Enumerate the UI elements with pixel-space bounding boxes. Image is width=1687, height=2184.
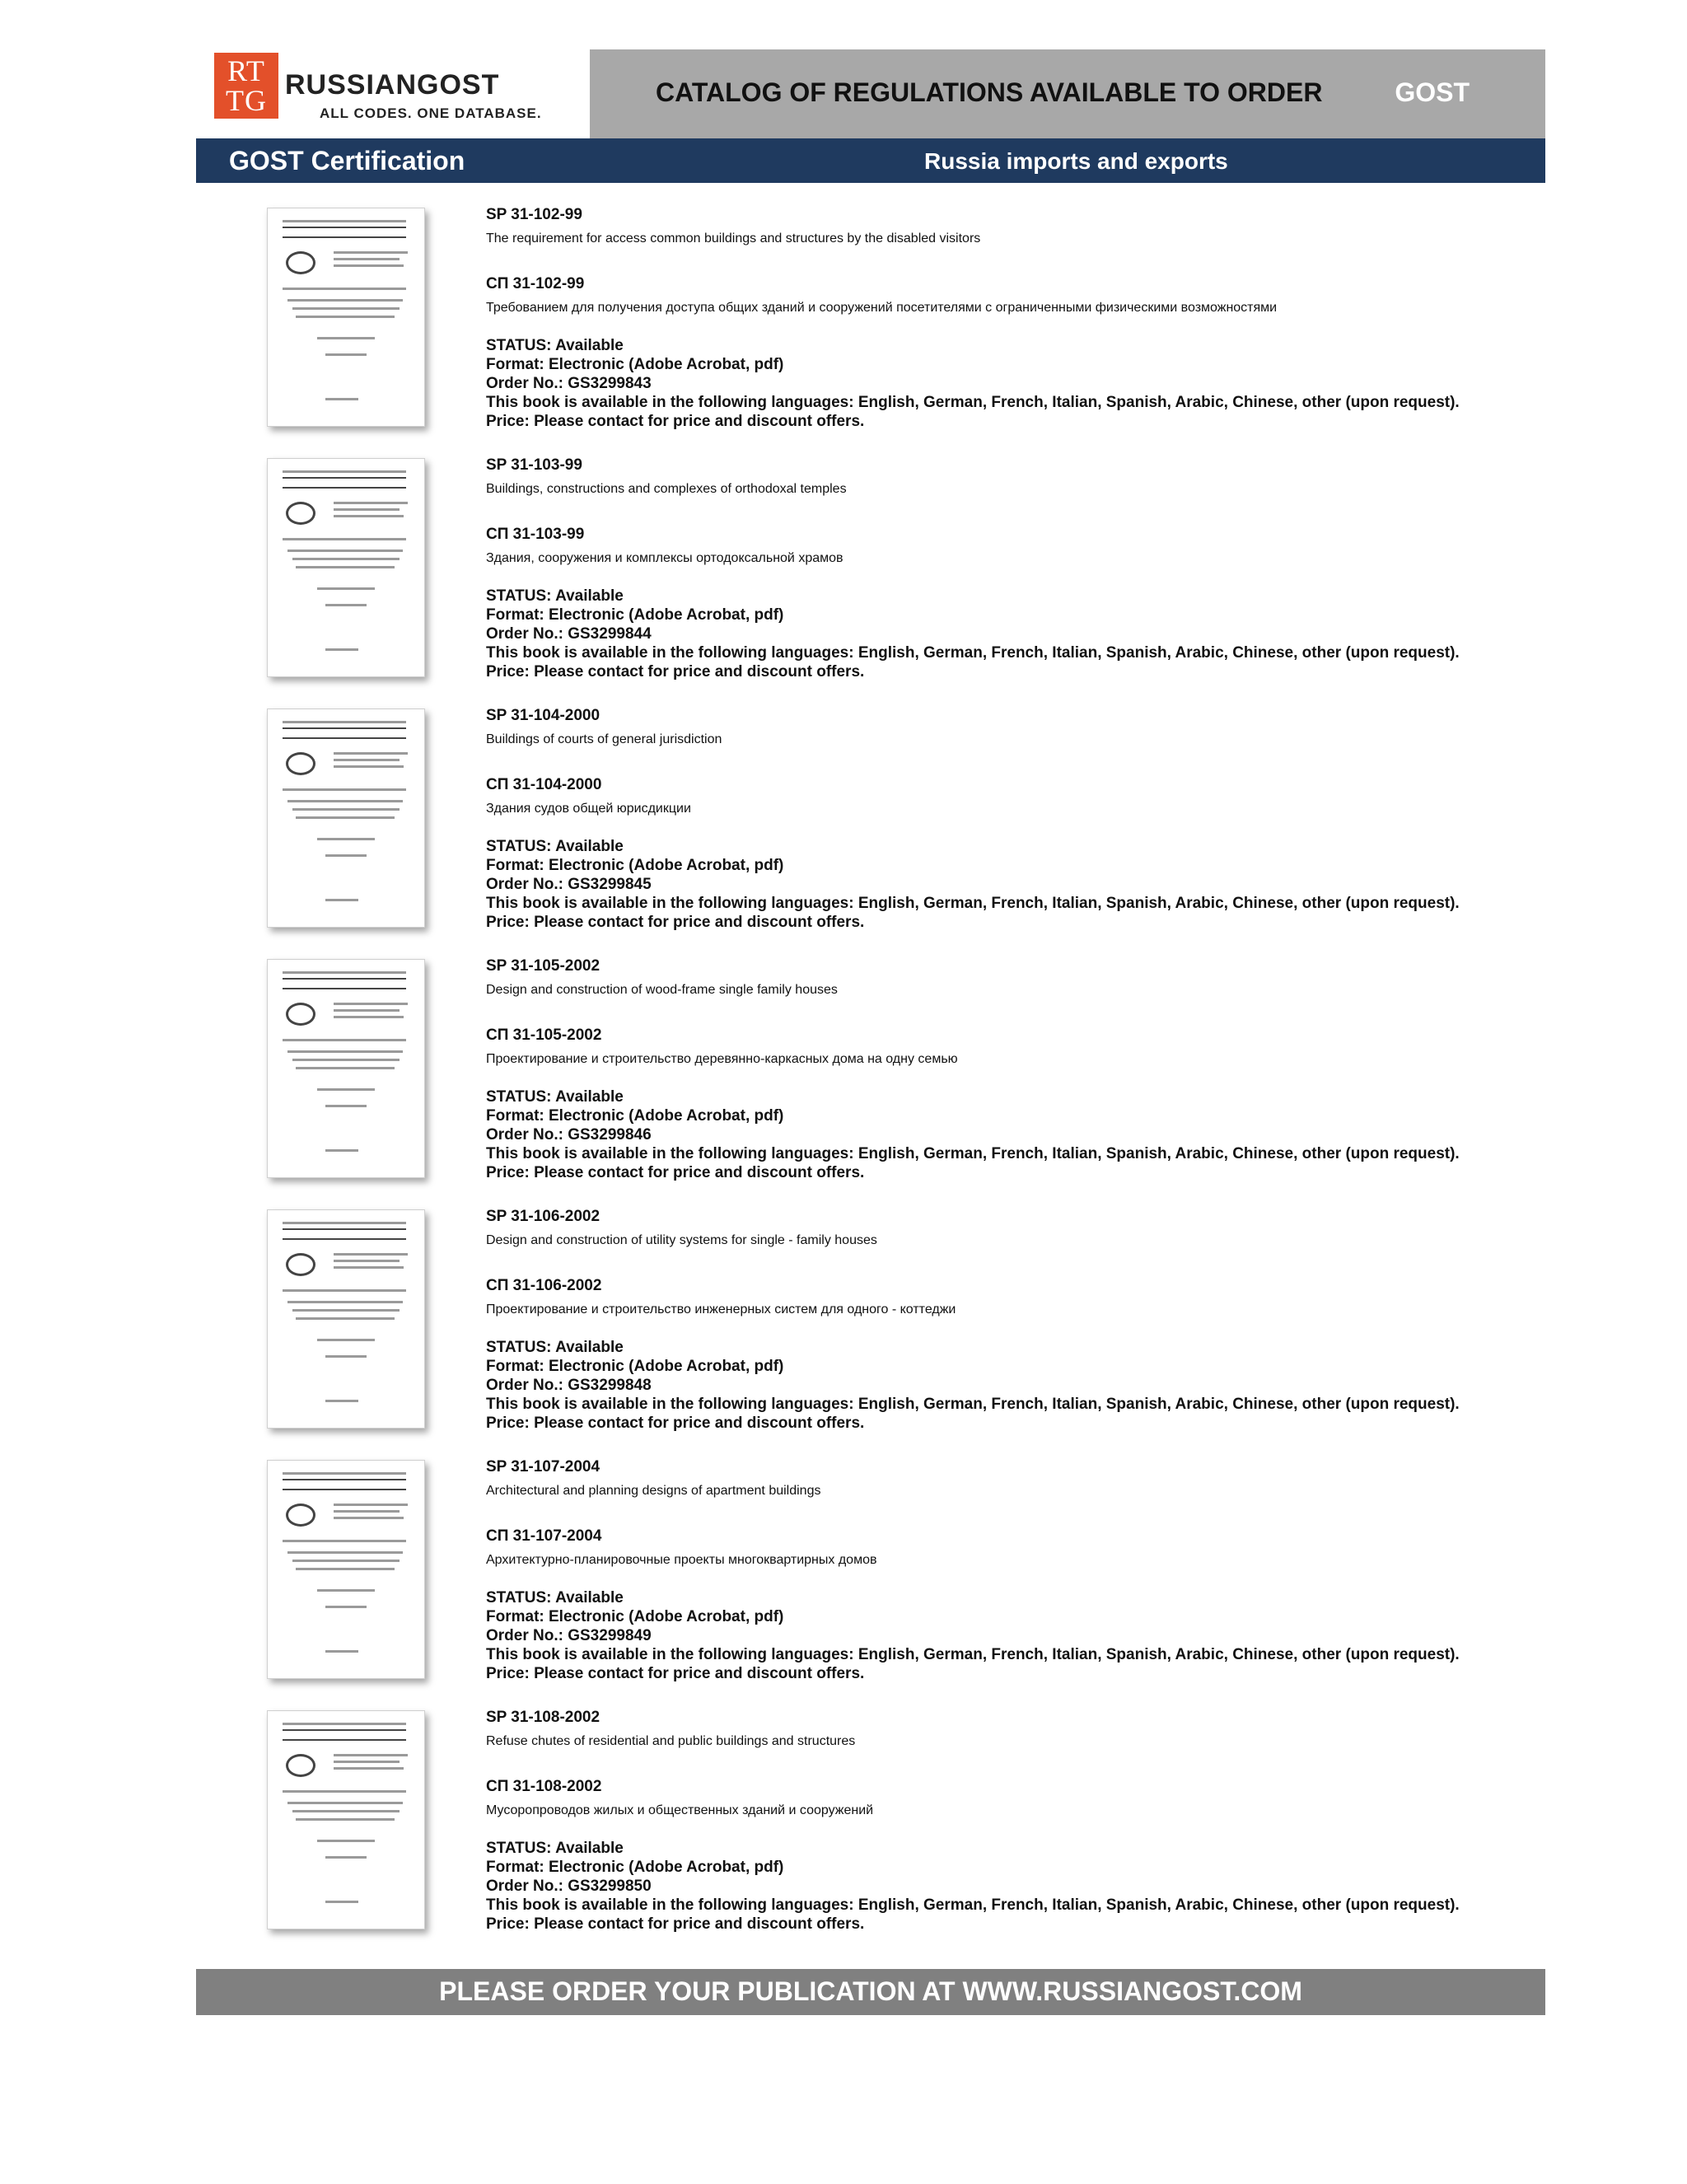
thumbnail-line <box>283 988 406 989</box>
catalog-entry <box>196 1457 1545 1707</box>
code-ru[interactable]: СП 31-103-99 <box>486 526 585 543</box>
languages: This book is available in the following languages: English, German, French, Italian, Spanish, Arabic, Chinese, other (upon request). <box>486 1896 1460 1914</box>
thumbnail-line <box>325 854 367 857</box>
gost-emblem-icon <box>286 1754 315 1777</box>
thumbnail-line <box>287 1802 403 1804</box>
title-en: Design and construction of utility systems for single - family houses <box>486 1233 877 1247</box>
thumbnail-line <box>334 759 400 761</box>
format: Format: Electronic (Adobe Acrobat, pdf) <box>486 1358 784 1375</box>
gost-emblem-icon <box>286 502 315 525</box>
title-en: Design and construction of wood-frame single family houses <box>486 983 838 997</box>
banner-bar <box>196 138 1545 183</box>
gost-emblem-icon <box>286 1003 315 1026</box>
status: STATUS: Available <box>486 587 624 605</box>
logo[interactable] <box>196 49 590 138</box>
document-thumbnail[interactable] <box>267 959 425 1178</box>
code-en[interactable]: SP 31-105-2002 <box>486 957 600 975</box>
thumbnail-line <box>292 1059 400 1061</box>
entry-list <box>196 204 1545 1957</box>
thumbnail-line <box>317 1339 375 1341</box>
thumbnail-line <box>334 1510 400 1513</box>
order-number: Order No.: GS3299843 <box>486 375 652 392</box>
thumbnail-line <box>292 307 400 310</box>
gost-label: GOST <box>1395 77 1470 107</box>
order-number: Order No.: GS3299850 <box>486 1878 652 1895</box>
thumbnail-line <box>292 808 400 811</box>
code-en[interactable]: SP 31-104-2000 <box>486 707 600 724</box>
title-bar <box>590 49 1545 138</box>
thumbnail-line <box>283 538 406 540</box>
thumbnail-line <box>296 1568 395 1570</box>
thumbnail-line <box>283 1479 406 1480</box>
languages: This book is available in the following languages: English, German, French, Italian, Spanish, Arabic, Chinese, other (upon request). <box>486 394 1460 411</box>
thumbnail-line <box>283 1723 406 1725</box>
thumbnail-line <box>287 299 403 302</box>
logo-tagline: ALL CODES. ONE DATABASE. <box>320 105 542 121</box>
catalog-entry <box>196 956 1545 1206</box>
imports-exports-label: Russia imports and exports <box>924 148 1228 174</box>
document-thumbnail[interactable] <box>267 208 425 427</box>
thumbnail-line <box>325 1400 358 1402</box>
gost-emblem-icon <box>286 1253 315 1276</box>
document-thumbnail[interactable] <box>267 1710 425 1929</box>
order-number: Order No.: GS3299845 <box>486 876 652 893</box>
code-en[interactable]: SP 31-108-2002 <box>486 1709 600 1726</box>
thumbnail-line <box>317 1589 375 1592</box>
languages: This book is available in the following languages: English, German, French, Italian, Spanish, Arabic, Chinese, other (upon request). <box>486 1396 1460 1413</box>
thumbnail-line <box>325 1901 358 1903</box>
thumbnail-line <box>325 604 367 606</box>
code-ru[interactable]: СП 31-102-99 <box>486 275 585 292</box>
format: Format: Electronic (Adobe Acrobat, pdf) <box>486 1107 784 1125</box>
thumbnail-line <box>296 566 395 568</box>
entry-info <box>486 204 1540 431</box>
thumbnail-line <box>292 558 400 560</box>
status: STATUS: Available <box>486 337 624 354</box>
thumbnail-line <box>283 1489 406 1490</box>
thumbnail-line <box>334 1754 408 1756</box>
languages: This book is available in the following languages: English, German, French, Italian, Spanish, Arabic, Chinese, other (upon request). <box>486 895 1460 912</box>
thumbnail-line <box>325 1105 367 1107</box>
code-ru[interactable]: СП 31-108-2002 <box>486 1778 602 1795</box>
thumbnail-line <box>317 1088 375 1091</box>
document-thumbnail[interactable] <box>267 458 425 677</box>
languages: This book is available in the following languages: English, German, French, Italian, Spanish, Arabic, Chinese, other (upon request). <box>486 644 1460 662</box>
thumbnail-line <box>296 1317 395 1320</box>
thumbnail-line <box>334 508 400 511</box>
thumbnail-line <box>334 1761 400 1763</box>
thumbnail-line <box>283 1729 406 1731</box>
thumbnail-line <box>283 1739 406 1741</box>
title-en: Architectural and planning designs of apartment buildings <box>486 1484 821 1498</box>
thumbnail-line <box>317 838 375 840</box>
thumbnail-line <box>296 316 395 318</box>
thumbnail-line <box>325 1355 367 1358</box>
code-en[interactable]: SP 31-107-2004 <box>486 1458 600 1475</box>
thumbnail-line <box>334 264 404 267</box>
thumbnail-line <box>334 502 408 504</box>
price: Price: Please contact for price and discount offers. <box>486 1915 865 1933</box>
title-ru: Мусоропроводов жилых и общественных зданий и сооружений <box>486 1803 874 1817</box>
thumbnail-line <box>325 1856 367 1859</box>
thumbnail-line <box>283 236 406 238</box>
code-ru[interactable]: СП 31-106-2002 <box>486 1277 602 1294</box>
order-number: Order No.: GS3299848 <box>486 1377 652 1394</box>
code-en[interactable]: SP 31-106-2002 <box>486 1208 600 1225</box>
thumbnail-line <box>283 971 406 974</box>
thumbnail-line <box>334 752 408 755</box>
thumbnail-line <box>334 1517 404 1519</box>
logo-mark <box>214 53 278 119</box>
gost-emblem-icon <box>286 1504 315 1527</box>
header <box>196 49 1545 138</box>
entry-info <box>486 705 1540 932</box>
thumbnail-line <box>296 1818 395 1821</box>
code-ru[interactable]: СП 31-105-2002 <box>486 1027 602 1044</box>
thumbnail-line <box>334 1016 404 1018</box>
thumbnail-line <box>334 1504 408 1506</box>
format: Format: Electronic (Adobe Acrobat, pdf) <box>486 1608 784 1625</box>
code-ru[interactable]: СП 31-107-2004 <box>486 1527 602 1545</box>
format: Format: Electronic (Adobe Acrobat, pdf) <box>486 857 784 874</box>
price: Price: Please contact for price and discount offers. <box>486 413 865 430</box>
title-en: Refuse chutes of residential and public buildings and structures <box>486 1734 856 1748</box>
status: STATUS: Available <box>486 1840 624 1857</box>
thumbnail-line <box>296 1067 395 1069</box>
thumbnail-line <box>283 220 406 222</box>
title-en: The requirement for access common buildings and structures by the disabled visitors <box>486 231 981 246</box>
entry-info <box>486 1457 1540 1683</box>
thumbnail-line <box>292 1810 400 1812</box>
thumbnail-line <box>325 648 358 651</box>
format: Format: Electronic (Adobe Acrobat, pdf) <box>486 356 784 373</box>
status: STATUS: Available <box>486 1088 624 1106</box>
thumbnail-line <box>325 1650 358 1653</box>
thumbnail-line <box>296 816 395 819</box>
thumbnail-line <box>317 337 375 339</box>
gost-emblem-icon <box>286 752 315 775</box>
thumbnail-line <box>283 788 406 791</box>
thumbnail-line <box>317 587 375 590</box>
thumbnail-line <box>283 1540 406 1542</box>
document-thumbnail[interactable] <box>267 1209 425 1429</box>
thumbnail-line <box>283 470 406 473</box>
thumbnail-line <box>283 737 406 739</box>
status: STATUS: Available <box>486 1589 624 1606</box>
price: Price: Please contact for price and discount offers. <box>486 663 865 680</box>
order-number: Order No.: GS3299844 <box>486 625 652 643</box>
thumbnail-line <box>334 1260 400 1262</box>
thumbnail-line <box>334 765 404 768</box>
document-thumbnail[interactable] <box>267 1460 425 1679</box>
entry-info <box>486 1707 1540 1934</box>
title-ru: Здания судов общей юрисдикции <box>486 802 691 816</box>
order-link-text[interactable]: PLEASE ORDER YOUR PUBLICATION AT WWW.RUSSIANGOST.COM <box>439 1976 1302 2006</box>
thumbnail-line <box>334 1253 408 1256</box>
thumbnail-line <box>334 1009 400 1012</box>
thumbnail-line <box>283 1790 406 1793</box>
thumbnail-line <box>287 800 403 802</box>
format: Format: Electronic (Adobe Acrobat, pdf) <box>486 606 784 624</box>
title-ru: Архитектурно-планировочные проекты многоквартирных домов <box>486 1553 877 1567</box>
document-thumbnail[interactable] <box>267 709 425 928</box>
thumbnail-line <box>325 398 358 400</box>
thumbnail-line <box>292 1309 400 1312</box>
entry-info <box>486 956 1540 1182</box>
thumbnail-line <box>287 1301 403 1303</box>
thumbnail-line <box>334 251 408 254</box>
price: Price: Please contact for price and discount offers. <box>486 1164 865 1181</box>
thumbnail-line <box>283 477 406 479</box>
code-en[interactable]: SP 31-102-99 <box>486 206 582 223</box>
catalog-entry <box>196 1707 1545 1957</box>
thumbnail-line <box>287 1551 403 1554</box>
catalog-entry <box>196 705 1545 956</box>
thumbnail-line <box>283 487 406 489</box>
thumbnail-line <box>325 899 358 901</box>
status: STATUS: Available <box>486 838 624 855</box>
code-en[interactable]: SP 31-103-99 <box>486 456 582 474</box>
logo-mark-top: RT <box>227 54 265 87</box>
thumbnail-line <box>283 227 406 228</box>
title-en: Buildings, constructions and complexes of orthodoxal temples <box>486 482 847 496</box>
order-number: Order No.: GS3299846 <box>486 1126 652 1143</box>
thumbnail-line <box>283 1039 406 1041</box>
catalog-title: CATALOG OF REGULATIONS AVAILABLE TO ORDER <box>656 77 1323 107</box>
thumbnail-line <box>334 515 404 517</box>
thumbnail-line <box>334 1266 404 1269</box>
status: STATUS: Available <box>486 1339 624 1356</box>
thumbnail-line <box>283 721 406 723</box>
languages: This book is available in the following languages: English, German, French, Italian, Spanish, Arabic, Chinese, other (upon request). <box>486 1646 1460 1663</box>
logo-mark-bottom: TG <box>226 84 267 117</box>
catalog-entry <box>196 455 1545 705</box>
price: Price: Please contact for price and discount offers. <box>486 914 865 931</box>
thumbnail-line <box>334 1003 408 1005</box>
thumbnail-line <box>287 1050 403 1053</box>
thumbnail-line <box>283 1289 406 1292</box>
thumbnail-line <box>292 1560 400 1562</box>
thumbnail-line <box>325 1606 367 1608</box>
thumbnail-line <box>283 727 406 729</box>
catalog-entry <box>196 204 1545 455</box>
thumbnail-line <box>317 1840 375 1842</box>
thumbnail-line <box>325 1149 358 1152</box>
format: Format: Electronic (Adobe Acrobat, pdf) <box>486 1859 784 1876</box>
thumbnail-line <box>334 258 400 260</box>
thumbnail-line <box>325 353 367 356</box>
thumbnail-line <box>283 1228 406 1230</box>
entry-info <box>486 1206 1540 1433</box>
thumbnail-line <box>283 978 406 980</box>
catalog-entry <box>196 1206 1545 1457</box>
gost-emblem-icon <box>286 251 315 274</box>
logo-name: RUSSIANGOST <box>285 69 500 101</box>
order-number: Order No.: GS3299849 <box>486 1627 652 1644</box>
code-ru[interactable]: СП 31-104-2000 <box>486 776 602 793</box>
thumbnail-line <box>334 1767 404 1770</box>
title-ru: Проектирование и строительство деревянно-каркасных дома на одну семью <box>486 1052 958 1066</box>
title-ru: Проектирование и строительство инженерных систем для одного - коттеджи <box>486 1302 956 1316</box>
thumbnail-line <box>283 1222 406 1224</box>
languages: This book is available in the following languages: English, German, French, Italian, Spanish, Arabic, Chinese, other (upon request). <box>486 1145 1460 1162</box>
thumbnail-line <box>283 288 406 290</box>
entry-info <box>486 455 1540 681</box>
thumbnail-line <box>283 1238 406 1240</box>
thumbnail-line <box>287 550 403 552</box>
gost-certification-label: GOST Certification <box>229 146 465 175</box>
title-ru: Здания, сооружения и комплексы ортодоксальной храмов <box>486 551 844 565</box>
title-ru: Требованием для получения доступа общих зданий и сооружений посетителями с ограниченными физическими возможностями <box>486 301 1278 315</box>
price: Price: Please contact for price and discount offers. <box>486 1415 865 1432</box>
footer-bar[interactable] <box>196 1969 1545 2015</box>
thumbnail-line <box>283 1472 406 1475</box>
title-en: Buildings of courts of general jurisdiction <box>486 732 722 746</box>
price: Price: Please contact for price and discount offers. <box>486 1665 865 1682</box>
